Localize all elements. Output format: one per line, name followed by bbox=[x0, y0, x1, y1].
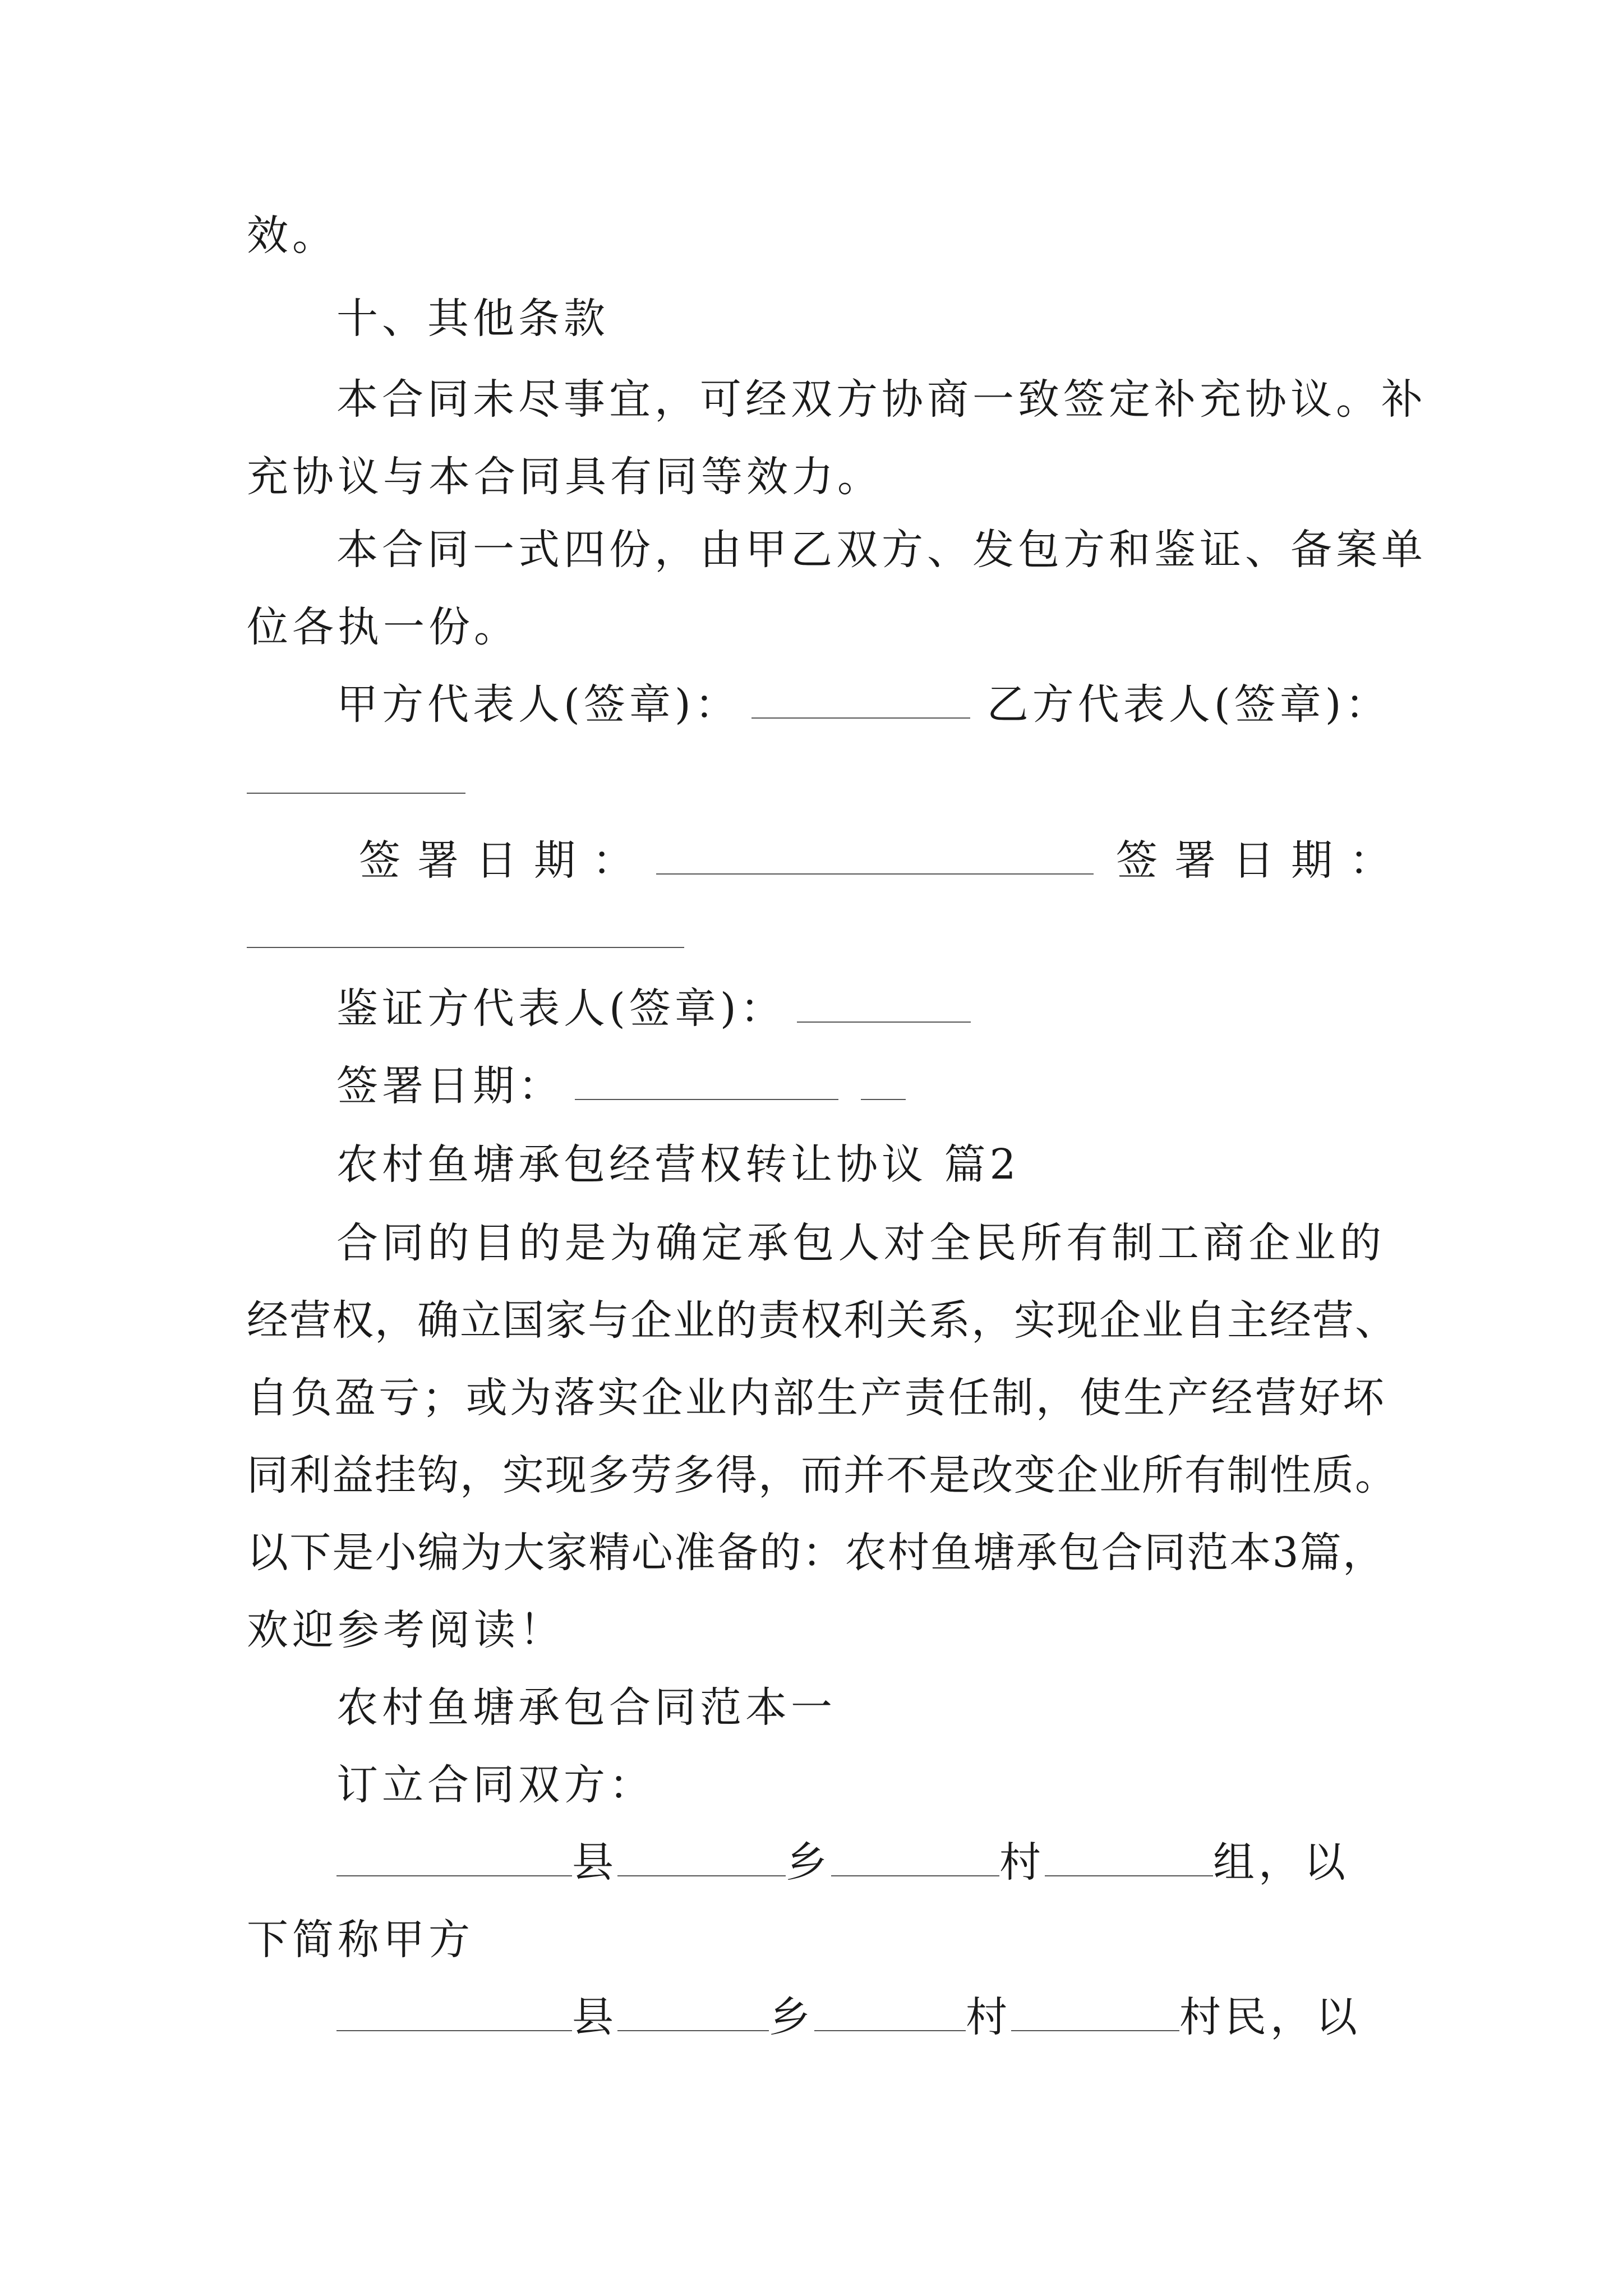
paragraph-line: 同利益挂钩，实现多劳多得，而并不是改变企业所有制性质。 bbox=[247, 1451, 1398, 1499]
paragraph-line: 效。 bbox=[247, 211, 338, 260]
signature-row bbox=[336, 677, 1391, 733]
party-b-date-field[interactable] bbox=[247, 947, 684, 948]
township-label: 乡 bbox=[786, 1838, 831, 1887]
paragraph-line: 合同的目的是为确定承包人对全民所有制工商企业的 bbox=[336, 1219, 1385, 1267]
paragraph-line: 位各执一份。 bbox=[247, 603, 519, 651]
party-b-signature-field[interactable] bbox=[247, 793, 465, 794]
county-field[interactable] bbox=[336, 1995, 572, 2031]
village-field[interactable] bbox=[831, 1841, 999, 1876]
group-label: 组，以 bbox=[1213, 1838, 1349, 1887]
paragraph-line: 以下是小编为大家精心准备的：农村鱼塘承包合同范本3篇， bbox=[247, 1529, 1385, 1577]
party-a-signature-field[interactable] bbox=[751, 683, 970, 719]
party-a-address-row bbox=[336, 1834, 1385, 1890]
party-b-address-row bbox=[336, 1989, 1385, 2045]
paragraph-line: 下简称甲方 bbox=[247, 1916, 474, 1964]
section-heading: 十、其他条款 bbox=[336, 295, 609, 343]
signing-date-row bbox=[359, 832, 1408, 889]
paragraph-line: 本合同未尽事宜，可经双方协商一致签定补充协议。补 bbox=[336, 375, 1427, 424]
group-field[interactable] bbox=[1045, 1841, 1213, 1876]
township-field[interactable] bbox=[617, 1841, 786, 1876]
township-field[interactable] bbox=[617, 1995, 769, 2031]
witness-date-field[interactable] bbox=[575, 1064, 838, 1100]
witness-signature-row bbox=[336, 981, 1385, 1037]
contract-title: 农村鱼塘承包合同范本一 bbox=[336, 1683, 836, 1732]
witness-date-field-extra[interactable] bbox=[861, 1064, 906, 1100]
witness-signature-label: 鉴证方代表人(签章)： bbox=[336, 984, 786, 1033]
witness-signature-field[interactable] bbox=[797, 987, 971, 1023]
township-label: 乡 bbox=[769, 1993, 814, 2041]
paragraph-line: 订立合同双方： bbox=[336, 1761, 654, 1809]
party-a-signature-label: 甲方代表人(签章)： bbox=[336, 680, 740, 729]
article-title: 农村鱼塘承包经营权转让协议 篇2 bbox=[336, 1140, 1020, 1189]
county-field[interactable] bbox=[336, 1841, 572, 1876]
party-a-date-label: 签署日期： bbox=[359, 836, 651, 885]
witness-date-row bbox=[336, 1058, 1385, 1114]
paragraph-line: 自负盈亏；或为落实企业内部生产责任制，使生产经营好坏 bbox=[247, 1374, 1385, 1422]
paragraph-line: 本合同一式四份，由甲乙双方、发包方和鉴证、备案单 bbox=[336, 526, 1427, 574]
paragraph-line: 经营权，确立国家与企业的责权利关系，实现企业自主经营、 bbox=[247, 1296, 1398, 1345]
county-label: 县 bbox=[572, 1993, 617, 2041]
villager-label: 村民，以 bbox=[1179, 1993, 1361, 2041]
village-label: 村 bbox=[999, 1838, 1045, 1887]
party-a-date-field[interactable] bbox=[656, 839, 1094, 875]
villager-field[interactable] bbox=[1011, 1995, 1179, 2031]
party-b-date-label: 签署日期： bbox=[1116, 836, 1408, 885]
paragraph-line: 充协议与本合同具有同等效力。 bbox=[247, 453, 883, 501]
village-field[interactable] bbox=[814, 1995, 966, 2031]
county-label: 县 bbox=[572, 1838, 617, 1887]
paragraph-line: 欢迎参考阅读！ bbox=[247, 1606, 565, 1654]
village-label: 村 bbox=[966, 1993, 1011, 2041]
party-b-signature-label: 乙方代表人(签章)： bbox=[986, 680, 1391, 729]
witness-date-label: 签署日期： bbox=[336, 1062, 564, 1110]
